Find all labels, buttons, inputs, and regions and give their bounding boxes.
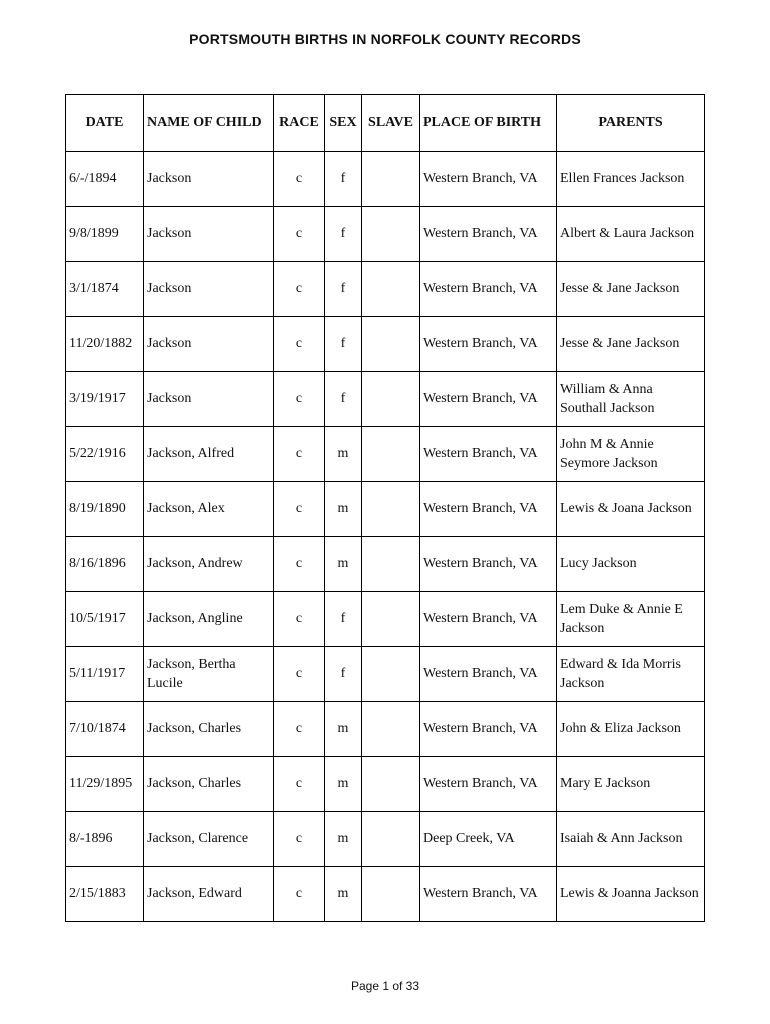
column-header-sex: SEX <box>325 95 362 152</box>
table-row <box>66 757 705 812</box>
cell-name: Jackson <box>144 152 274 207</box>
cell-place: Western Branch, VA <box>420 262 557 317</box>
cell-place: Western Branch, VA <box>420 592 557 647</box>
cell-parents: William & Anna Southall Jackson <box>557 372 705 427</box>
cell-parents: Mary E Jackson <box>557 757 705 812</box>
cell-date: 5/22/1916 <box>66 427 144 482</box>
cell-parents: Lem Duke & Annie E Jackson <box>557 592 705 647</box>
cell-sex: f <box>325 647 362 702</box>
cell-sex: f <box>325 207 362 262</box>
table-row <box>66 317 705 372</box>
cell-slave <box>362 757 420 812</box>
cell-date: 5/11/1917 <box>66 647 144 702</box>
cell-place: Western Branch, VA <box>420 372 557 427</box>
cell-race: c <box>274 592 325 647</box>
table-row <box>66 592 705 647</box>
table-header-row <box>66 95 705 152</box>
cell-place: Western Branch, VA <box>420 647 557 702</box>
table-row <box>66 152 705 207</box>
cell-date: 3/1/1874 <box>66 262 144 317</box>
cell-slave <box>362 317 420 372</box>
cell-race: c <box>274 867 325 922</box>
cell-place: Western Branch, VA <box>420 702 557 757</box>
table-row <box>66 702 705 757</box>
cell-race: c <box>274 372 325 427</box>
column-header-parents: PARENTS <box>557 95 705 152</box>
cell-race: c <box>274 647 325 702</box>
cell-place: Western Branch, VA <box>420 757 557 812</box>
cell-name: Jackson <box>144 207 274 262</box>
cell-place: Western Branch, VA <box>420 207 557 262</box>
cell-slave <box>362 372 420 427</box>
cell-race: c <box>274 537 325 592</box>
cell-sex: m <box>325 537 362 592</box>
cell-name: Jackson <box>144 262 274 317</box>
cell-parents: Ellen Frances Jackson <box>557 152 705 207</box>
table-row <box>66 427 705 482</box>
column-header-place: PLACE OF BIRTH <box>420 95 557 152</box>
cell-date: 11/20/1882 <box>66 317 144 372</box>
cell-slave <box>362 867 420 922</box>
cell-date: 6/-/1894 <box>66 152 144 207</box>
cell-race: c <box>274 317 325 372</box>
cell-date: 9/8/1899 <box>66 207 144 262</box>
cell-date: 8/16/1896 <box>66 537 144 592</box>
cell-place: Western Branch, VA <box>420 152 557 207</box>
cell-date: 8/-1896 <box>66 812 144 867</box>
cell-name: Jackson, Edward <box>144 867 274 922</box>
cell-race: c <box>274 207 325 262</box>
cell-slave <box>362 152 420 207</box>
cell-name: Jackson, Clarence <box>144 812 274 867</box>
cell-place: Western Branch, VA <box>420 482 557 537</box>
column-header-name: NAME OF CHILD <box>144 95 274 152</box>
table-row <box>66 812 705 867</box>
cell-date: 2/15/1883 <box>66 867 144 922</box>
cell-parents: Lewis & Joanna Jackson <box>557 867 705 922</box>
table-body <box>66 152 705 922</box>
cell-name: Jackson, Charles <box>144 702 274 757</box>
cell-race: c <box>274 262 325 317</box>
column-header-slave: SLAVE <box>362 95 420 152</box>
birth-records-table <box>65 94 705 922</box>
cell-date: 8/19/1890 <box>66 482 144 537</box>
cell-slave <box>362 647 420 702</box>
cell-name: Jackson, Charles <box>144 757 274 812</box>
table-row <box>66 537 705 592</box>
cell-name: Jackson, Bertha Lucile <box>144 647 274 702</box>
cell-name: Jackson <box>144 317 274 372</box>
column-header-date: DATE <box>66 95 144 152</box>
cell-parents: Edward & Ida Morris Jackson <box>557 647 705 702</box>
cell-sex: f <box>325 152 362 207</box>
cell-slave <box>362 207 420 262</box>
page-title: PORTSMOUTH BIRTHS IN NORFOLK COUNTY RECORDS <box>189 31 581 47</box>
cell-race: c <box>274 812 325 867</box>
cell-slave <box>362 537 420 592</box>
cell-sex: m <box>325 757 362 812</box>
cell-slave <box>362 262 420 317</box>
cell-parents: John M & Annie Seymore Jackson <box>557 427 705 482</box>
table-row <box>66 647 705 702</box>
cell-parents: Albert & Laura Jackson <box>557 207 705 262</box>
cell-slave <box>362 592 420 647</box>
cell-race: c <box>274 482 325 537</box>
cell-date: 3/19/1917 <box>66 372 144 427</box>
cell-slave <box>362 482 420 537</box>
cell-slave <box>362 812 420 867</box>
cell-sex: m <box>325 812 362 867</box>
cell-sex: f <box>325 592 362 647</box>
table-row <box>66 867 705 922</box>
cell-sex: f <box>325 372 362 427</box>
cell-date: 7/10/1874 <box>66 702 144 757</box>
column-header-race: RACE <box>274 95 325 152</box>
cell-date: 11/29/1895 <box>66 757 144 812</box>
cell-race: c <box>274 152 325 207</box>
cell-parents: Lucy Jackson <box>557 537 705 592</box>
cell-race: c <box>274 757 325 812</box>
cell-sex: f <box>325 317 362 372</box>
cell-place: Western Branch, VA <box>420 867 557 922</box>
cell-parents: Jesse & Jane Jackson <box>557 262 705 317</box>
cell-parents: Isaiah & Ann Jackson <box>557 812 705 867</box>
cell-sex: m <box>325 427 362 482</box>
cell-place: Western Branch, VA <box>420 537 557 592</box>
cell-place: Western Branch, VA <box>420 427 557 482</box>
cell-name: Jackson, Alex <box>144 482 274 537</box>
table-row <box>66 372 705 427</box>
table-row <box>66 262 705 317</box>
table-row <box>66 482 705 537</box>
cell-name: Jackson <box>144 372 274 427</box>
cell-sex: m <box>325 482 362 537</box>
cell-name: Jackson, Andrew <box>144 537 274 592</box>
cell-parents: John & Eliza Jackson <box>557 702 705 757</box>
cell-date: 10/5/1917 <box>66 592 144 647</box>
cell-race: c <box>274 702 325 757</box>
cell-sex: m <box>325 702 362 757</box>
cell-slave <box>362 702 420 757</box>
cell-race: c <box>274 427 325 482</box>
cell-place: Deep Creek, VA <box>420 812 557 867</box>
cell-parents: Jesse & Jane Jackson <box>557 317 705 372</box>
page-number: Page 1 of 33 <box>350 979 420 993</box>
cell-sex: m <box>325 867 362 922</box>
cell-sex: f <box>325 262 362 317</box>
cell-slave <box>362 427 420 482</box>
cell-place: Western Branch, VA <box>420 317 557 372</box>
cell-name: Jackson, Alfred <box>144 427 274 482</box>
cell-parents: Lewis & Joana Jackson <box>557 482 705 537</box>
table-row <box>66 207 705 262</box>
cell-name: Jackson, Angline <box>144 592 274 647</box>
